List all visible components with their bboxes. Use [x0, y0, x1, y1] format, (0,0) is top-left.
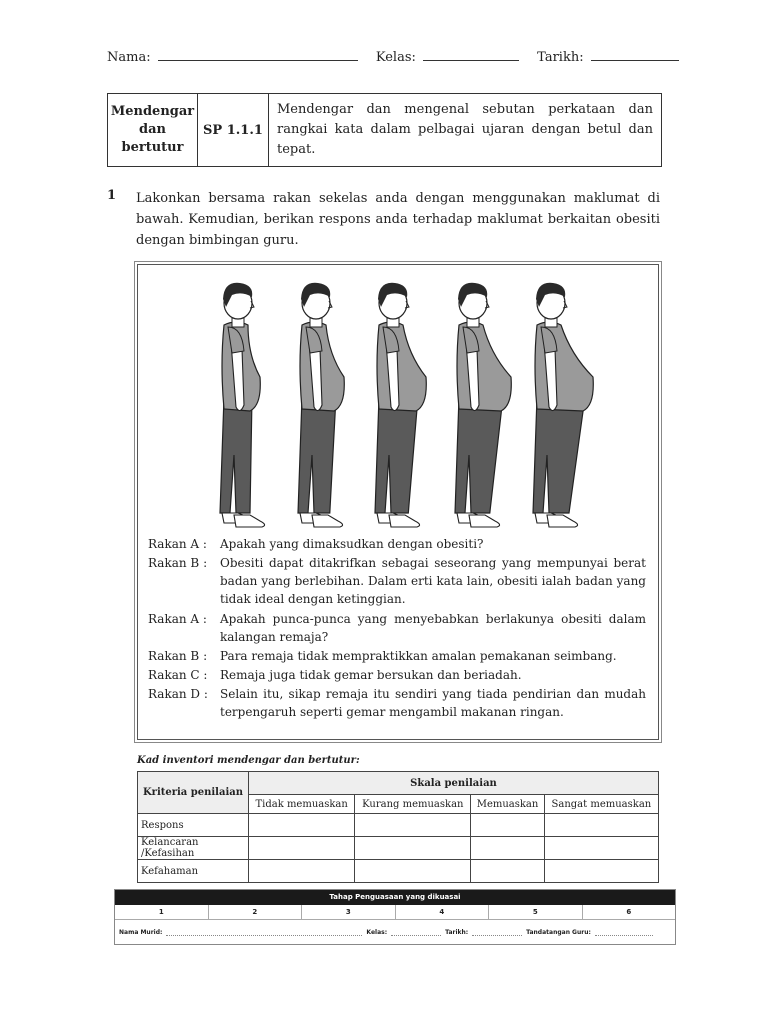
- dialogue-line: [148, 685, 646, 721]
- description-cell: Mendengar dan mengenal sebutan perkataan dan rangkai kata dalam pelbagai ujaran dengan betul dan tepat.: [277, 102, 653, 157]
- level-1[interactable]: 1: [115, 905, 209, 919]
- mastery-footer: [115, 920, 675, 936]
- question-text: Lakonkan bersama rakan sekelas anda dengan menggunakan maklumat di bawah. Kemudian, berikan respons anda terhadap maklumat berkaitan obesiti dengan bimbingan guru.: [136, 191, 660, 248]
- level-4[interactable]: 4: [396, 905, 490, 919]
- topic-table: [107, 93, 662, 167]
- tarikh-label: Tarikh:: [537, 50, 584, 65]
- dialogue-speaker: Rakan B :: [148, 556, 208, 570]
- rating-cell[interactable]: [544, 860, 658, 883]
- standing-person-figure: [220, 283, 265, 527]
- dialogue-line: [148, 666, 646, 684]
- rating-cell[interactable]: [249, 860, 355, 883]
- nama-murid-field[interactable]: [166, 928, 362, 936]
- scale-header: Skala penilaian: [249, 772, 659, 795]
- dialogue-speaker: Rakan A :: [148, 612, 207, 626]
- rating-cell[interactable]: [249, 837, 355, 860]
- standing-person-figure: [375, 283, 426, 527]
- nama-label: Nama:: [107, 50, 151, 65]
- inventory-table: [137, 771, 659, 883]
- dialogue-text: Obesiti dapat ditakrifkan sebagai seseorang yang mempunyai berat badan yang berlebihan. Dalam erti kata lain, obesiti ialah badan yang tidak ideal dengan ketinggian.: [220, 556, 646, 606]
- table-row: [138, 860, 659, 883]
- level-6[interactable]: 6: [626, 908, 632, 916]
- rating-cell[interactable]: [544, 814, 658, 837]
- tarikh-field-small[interactable]: [472, 928, 522, 936]
- dialogue-text: Apakah punca-punca yang menyebabkan berlakunya obesiti dalam kalangan remaja?: [220, 612, 646, 644]
- kelas-field[interactable]: [423, 48, 519, 61]
- skill-cell: Mendengar dan bertutur: [108, 94, 198, 166]
- kelas-label-small: Kelas:: [366, 928, 388, 936]
- level-5[interactable]: 5: [489, 905, 583, 919]
- rating-cell[interactable]: [471, 837, 544, 860]
- obesity-figures-illustration: [138, 265, 658, 535]
- rating-cell[interactable]: [355, 814, 471, 837]
- dialogue-text: Apakah yang dimaksudkan dengan obesiti?: [220, 537, 484, 551]
- dialogue-line: [148, 554, 646, 608]
- level-2[interactable]: 2: [209, 905, 303, 919]
- dialogue-line: [148, 535, 646, 553]
- nama-field[interactable]: [158, 48, 358, 61]
- mastery-level-box: [114, 889, 676, 945]
- dialogue-speaker: Rakan B :: [148, 649, 208, 663]
- dialogue-speaker: Rakan A :: [148, 537, 207, 551]
- dialogue-line: [148, 610, 646, 646]
- rating-cell[interactable]: [249, 814, 355, 837]
- dialogue-speaker: Rakan D :: [148, 687, 208, 701]
- table-row: [138, 814, 659, 837]
- rating-cell[interactable]: [471, 860, 544, 883]
- rating-cell[interactable]: [544, 837, 658, 860]
- mastery-title: Tahap Penguasaan yang dikuasai: [115, 890, 675, 905]
- row-label: Kelancaran /Kefasihan: [138, 837, 249, 860]
- standing-person-figure: [455, 283, 511, 527]
- dialogue-text: Remaja juga tidak gemar bersukan dan beriadah.: [220, 668, 522, 682]
- student-info-header: [107, 48, 679, 65]
- dialogue-speaker: Rakan C :: [148, 668, 208, 682]
- scale-2: Kurang memuaskan: [355, 795, 471, 814]
- dialogue-line: [148, 647, 646, 665]
- kelas-label: Kelas:: [375, 50, 416, 65]
- row-label: Kefahaman: [138, 860, 249, 883]
- standing-person-figure: [533, 283, 593, 527]
- tandatangan-field[interactable]: [595, 928, 653, 936]
- rating-cell[interactable]: [355, 837, 471, 860]
- inventory-title: Kad inventori mendengar dan bertutur:: [137, 755, 360, 766]
- criteria-header: Kriteria penilaian: [138, 772, 249, 814]
- tarikh-label-small: Tarikh:: [445, 928, 469, 936]
- dialogue-box: [137, 264, 659, 740]
- scale-1: Tidak memuaskan: [249, 795, 355, 814]
- scale-3: Memuaskan: [471, 795, 544, 814]
- rating-cell[interactable]: [355, 860, 471, 883]
- rating-cell[interactable]: [471, 814, 544, 837]
- standing-person-figure: [298, 283, 344, 527]
- table-row: [138, 837, 659, 860]
- kelas-field-small[interactable]: [391, 928, 441, 936]
- dialogue-text: Selain itu, sikap remaja itu sendiri yang tiada pendirian dan mudah terpengaruh seperti gemar mengambil makanan ringan.: [220, 687, 646, 719]
- standard-cell: SP 1.1.1: [198, 94, 269, 166]
- question-number: 1: [107, 188, 117, 203]
- mastery-levels: [115, 905, 675, 920]
- tandatangan-label: Tandatangan Guru:: [526, 928, 591, 936]
- nama-murid-label: Nama Murid:: [119, 928, 163, 936]
- row-label: Respons: [138, 814, 249, 837]
- tarikh-field[interactable]: [591, 48, 679, 61]
- level-3[interactable]: 3: [302, 905, 396, 919]
- scale-4: Sangat memuaskan: [544, 795, 658, 814]
- dialogue-text: Para remaja tidak mempraktikkan amalan pemakanan seimbang.: [220, 649, 617, 663]
